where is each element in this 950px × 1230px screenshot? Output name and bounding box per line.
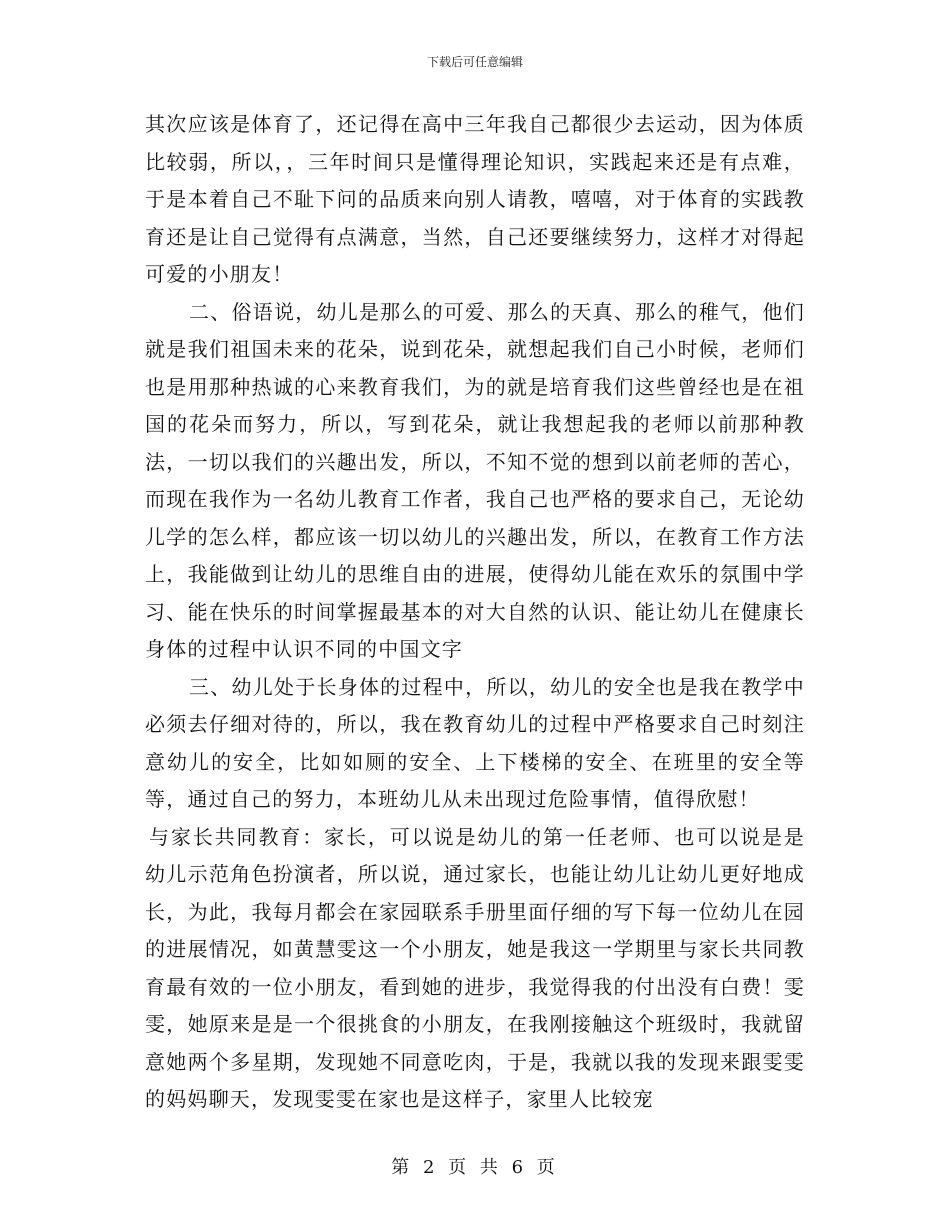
paragraph-section-two: 二、俗语说，幼儿是那么的可爱、那么的天真、那么的稚气，他们就是我们祖国未来的花朵，说到花朵，就想起我们自己小时候，老师们也是用那种热诚的心来教育我们，为的就是培育我们这些曾经也是在祖国的花朵而努力，所以，写到花朵，就让我想起我的老师以前那种教法，一切以我们的兴趣出发，所以，不知不觉的想到以前老师的苦心，而现在我作为一名幼儿教育工作者，我自己也严格的要求自己，无论幼儿学的怎么样，都应该一切以幼儿的兴趣出发，所以，在教育工作方法上，我能做到让幼儿的思维自由的进展，使得幼儿能在欢乐的氛围中学习、能在快乐的时间掌握最基本的对大自然的认识、能让幼儿在健康长身体的过程中认识不同的中国文字: [145, 299, 805, 661]
document-body: [145, 106, 805, 1119]
page-footer: 第 2 页 共 6 页: [391, 1157, 559, 1178]
page-header: 下载后可任意编辑: [426, 55, 523, 69]
paragraph-section-three: 三、幼儿处于长身体的过程中，所以，幼儿的安全也是我在教学中必须去仔细对待的，所以，我在教育幼儿的过程中严格要求自己时刻注意幼儿的安全，比如如厕的安全、上下楼梯的安全、在班里的安全等等，通过自己的努力，本班幼儿从未出现过危险事情，值得欣慰！: [145, 674, 805, 811]
paragraph-parent-education: 与家长共同教育：家长，可以说是幼儿的第一任老师、也可以说是是幼儿示范角色扮演者，所以说，通过家长，也能让幼儿让幼儿更好地成长，为此，我每月都会在家园联系手册里面仔细的写下每一位幼儿在园的进展情况，如黄慧雯这一个小朋友，她是我这一学期里与家长共同教育最有效的一位小朋友，看到她的进步，我觉得我的付出没有白费！雯雯，她原来是是一个很挑食的小朋友，在我刚接触这个班级时，我就留意她两个多星期，发现她不同意吃肉，于是，我就以我的发现来跟雯雯的妈妈聊天，发现雯雯在家也是这样子，家里人比较宠: [145, 824, 805, 1111]
paragraph-sports: 其次应该是体育了，还记得在高中三年我自己都很少去运动，因为体质比较弱，所以，，三年时间只是懂得理论知识，实践起来还是有点难，于是本着自己不耻下问的品质来向别人请教，嘻嘻，对于体育的实践教育还是让自己觉得有点满意，当然，自己还要继续努力，这样才对得起可爱的小朋友！: [145, 112, 805, 286]
